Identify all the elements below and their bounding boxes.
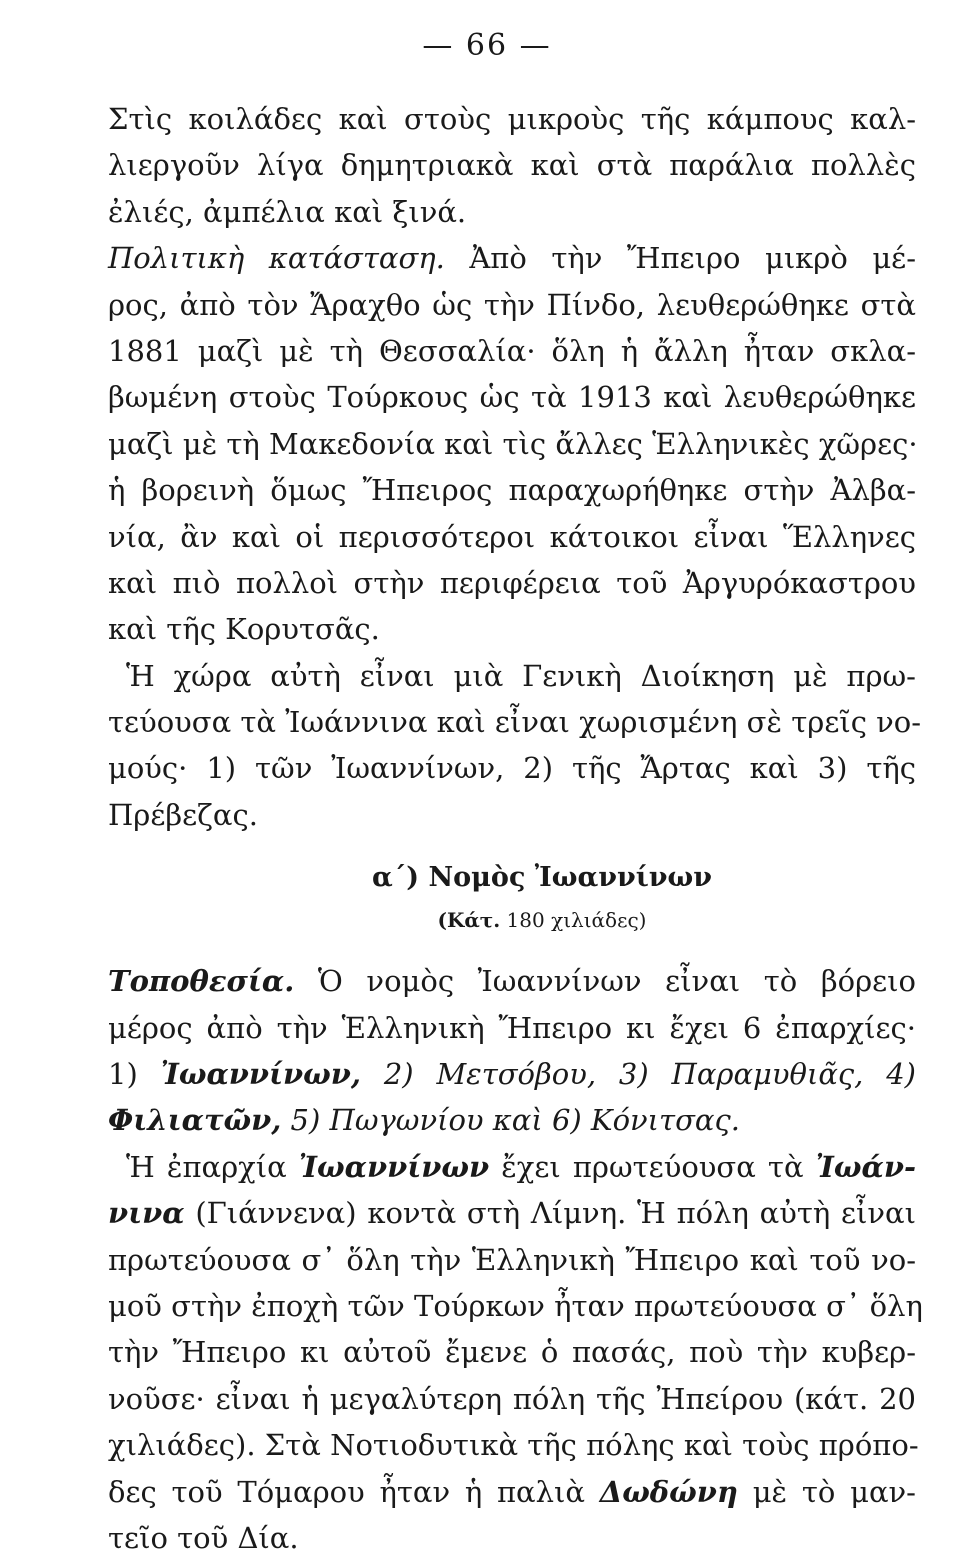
text-line-p2-l3	[108, 328, 916, 374]
text-run: μαζὶ μὲ τὴ Μακεδονία καὶ τὶς ἄλλες Ἑλληνικὲς χῶρες·	[108, 426, 918, 461]
text-line-p3-l2	[108, 699, 922, 745]
text-run: Ἰωαννίνων,	[160, 1057, 362, 1092]
text-run: 5) Πωγωνίου καὶ 6) Κόνιτσας.	[281, 1103, 740, 1138]
subheading-abbr: (Κάτ.	[437, 908, 501, 933]
text-line-p5-l5	[108, 1329, 916, 1375]
text-run: μὲ τὸ μαν-	[737, 1474, 916, 1509]
text-run: (Γιάννενα) κοντὰ στὴ Λίμνη. Ἡ πόλη αὐτὴ εἶναι	[184, 1196, 916, 1231]
text-line-p2-l5	[108, 421, 916, 467]
text-run: βωμένη στοὺς Τούρκους ὡς τὰ 1913 καὶ λευθερώθηκε	[108, 380, 916, 415]
text-run: καὶ τῆς Κορυτσᾶς.	[108, 612, 380, 647]
text-run: τεῖο τοῦ Δία.	[108, 1520, 299, 1555]
text-run: ἔχει πρωτεύουσα τὰ	[489, 1149, 816, 1184]
section-heading: α΄) Νομὸς Ἰωαννίνων	[372, 862, 712, 894]
text-run: δες τοῦ Τόμαρου ἦταν ἡ παλιὰ	[108, 1474, 600, 1509]
text-line-p5-l7	[108, 1422, 919, 1468]
text-run: ἐλιές, ἀμπέλια καὶ ξινά.	[108, 194, 467, 229]
text-run: Δωδώνη	[599, 1474, 738, 1509]
text-line-p3-l3	[108, 745, 916, 791]
text-line-p2-l2	[108, 282, 916, 328]
text-run: 1)	[108, 1057, 161, 1092]
text-run: Ἡ χώρα αὐτὴ εἶναι μιὰ Γενικὴ Διοίκηση μὲ πρω-	[126, 658, 916, 693]
text-run: ρος, ἀπὸ τὸν Ἄραχθο ὡς τὴν Πίνδο, λευθερώθηκε στὰ	[108, 287, 916, 322]
text-block-section	[108, 958, 923, 1561]
section-subheading	[108, 900, 916, 940]
text-run: μοῦ στὴν ἐποχὴ τῶν Τούρκων ἦταν πρωτεύουσα σ᾿ ὅλη	[108, 1288, 923, 1323]
text-run: Ἀπὸ τὴν Ἤπειρο μικρὸ μέ-	[444, 241, 916, 276]
text-run: 1881 μαζὶ μὲ τὴ Θεσσαλία· ὅλη ἡ ἄλλη ἦταν σκλα-	[108, 333, 916, 368]
text-run: Ἰωαννίνων	[298, 1149, 490, 1184]
text-run: Ἰωάν-	[815, 1149, 916, 1184]
text-run: Στὶς κοιλάδες καὶ στοὺς μικροὺς τῆς κάμπους καλ-	[108, 102, 916, 136]
text-run: Τοποθεσία.	[108, 964, 295, 999]
text-line-p5-l8	[108, 1469, 916, 1515]
text-line-p4-l4	[108, 1097, 916, 1143]
text-run: Πολιτικὴ κατάσταση.	[108, 241, 445, 276]
page-body	[108, 96, 923, 1561]
text-run: καὶ πιὸ πολλοὶ στὴν περιφέρεια τοῦ Ἀργυρόκαστρου	[108, 565, 916, 600]
text-line-p4-l2	[108, 1005, 916, 1051]
text-line-p1-l3	[108, 189, 916, 235]
text-line-p5-l2	[108, 1190, 916, 1236]
text-run: μέρος ἀπὸ τὴν Ἑλληνικὴ Ἤπειρο κι ἔχει 6 ἐπαρχίες·	[108, 1010, 916, 1045]
text-line-p5-l1	[108, 1144, 916, 1190]
text-line-p4-l3	[108, 1051, 916, 1097]
text-line-p3-l4	[108, 792, 916, 838]
text-run: τὴν Ἤπειρο κι αὐτοῦ ἔμενε ὁ πασάς, ποὺ τὴν κυβερ-	[108, 1335, 916, 1370]
text-run: νία, ἂν καὶ οἱ περισσότεροι κάτοικοι εἶναι Ἕλληνες	[108, 519, 916, 554]
text-line-p5-l9	[108, 1515, 916, 1561]
text-line-p2-l6	[108, 467, 916, 513]
text-run: λιεργοῦν λίγα δημητριακὰ καὶ στὰ παράλια πολλὲς	[108, 148, 916, 183]
text-line-p2-l1	[108, 235, 916, 281]
subheading-population: 180 χιλιάδες)	[500, 908, 647, 933]
text-block-intro	[108, 96, 922, 838]
text-line-p5-l6	[108, 1376, 916, 1422]
text-line-p2-l9	[108, 606, 916, 652]
text-line-p5-l4	[108, 1283, 923, 1329]
text-run: 2) Μετσόβου, 3) Παραμυθιᾶς, 4)	[361, 1057, 916, 1092]
text-run: τεύουσα τὰ Ἰωάννινα καὶ εἶναι χωρισμένη σὲ τρεῖς νο-	[108, 705, 922, 740]
text-run: μούς· 1) τῶν Ἰωαννίνων, 2) τῆς Ἄρτας καὶ 3) τῆς	[108, 751, 916, 786]
text-run: χιλιάδες). Στὰ Νοτιοδυτικὰ τῆς πόλης καὶ τοὺς πρόπο-	[108, 1428, 919, 1463]
text-run: ἡ βορεινὴ ὅμως Ἤπειρος παραχωρήθηκε στὴν Ἀλβα-	[108, 473, 916, 508]
text-line-p1-l1	[108, 96, 916, 142]
text-line-p3-l1	[108, 653, 916, 699]
text-line-p1-l2	[108, 142, 916, 188]
text-run: πρωτεύουσα σ᾿ ὅλη τὴν Ἑλληνικὴ Ἤπειρο καὶ τοῦ νο-	[108, 1242, 916, 1277]
page-number: — 66 —	[422, 28, 552, 63]
text-run: νινα	[108, 1196, 185, 1231]
text-line-p4-l1	[108, 958, 916, 1004]
text-line-p2-l4	[108, 374, 916, 420]
text-run: Ὁ νομὸς Ἰωαννίνων εἶναι τὸ βόρειο	[294, 964, 916, 999]
text-run: Πρέβεζας.	[108, 797, 258, 832]
text-line-p2-l8	[108, 560, 916, 606]
text-run: Φιλιατῶν,	[108, 1103, 282, 1138]
text-run: Ἡ ἐπαρχία	[126, 1149, 299, 1184]
text-line-p5-l3	[108, 1237, 916, 1283]
text-line-p2-l7	[108, 514, 916, 560]
text-run: νοῦσε· εἶναι ἡ μεγαλύτερη πόλη τῆς Ἠπείρου (κάτ. 20	[108, 1381, 916, 1416]
